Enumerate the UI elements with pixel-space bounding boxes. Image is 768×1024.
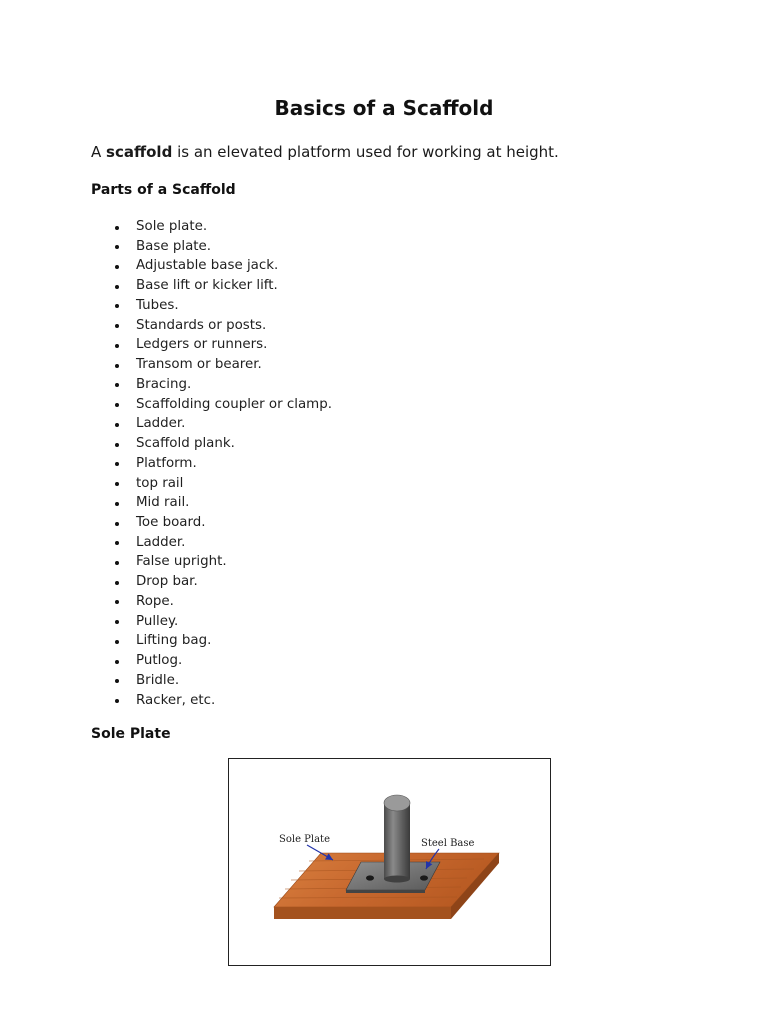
parts-list-item: Platform. [109,454,332,474]
parts-heading: Parts of a Scaffold [91,182,236,198]
parts-list-item: Mid rail. [109,493,332,513]
intro-suffix: is an elevated platform used for working at height. [172,143,559,161]
label-steel-base: Steel Base [421,838,475,849]
intro-paragraph [91,143,559,161]
parts-list-item: Putlog. [109,651,332,671]
label-sole-plate: Sole Plate [279,834,330,845]
parts-list-item: False upright. [109,552,332,572]
parts-list-item: Base lift or kicker lift. [109,276,332,296]
parts-list-item: Sole plate. [109,217,332,237]
parts-list-item: Ladder. [109,533,332,553]
scaffold-tube [384,795,410,883]
parts-list-item: Ledgers or runners. [109,335,332,355]
parts-list-item: Adjustable base jack. [109,256,332,276]
sole-plate-heading: Sole Plate [91,726,171,742]
page-title: Basics of a Scaffold [274,96,494,120]
parts-list-item: top rail [109,474,332,494]
parts-list-item: Lifting bag. [109,631,332,651]
intro-bold-term: scaffold [106,143,173,161]
parts-list-item: Toe board. [109,513,332,533]
parts-list-item: Bracing. [109,375,332,395]
intro-prefix: A [91,143,107,161]
parts-list-item: Ladder. [109,414,332,434]
parts-list-item: Standards or posts. [109,316,332,336]
parts-list-item: Tubes. [109,296,332,316]
parts-list-item: Transom or bearer. [109,355,332,375]
sole-plate-figure [228,758,551,966]
parts-list-item: Bridle. [109,671,332,691]
parts-list-item: Racker, etc. [109,691,332,711]
parts-list [109,217,332,710]
parts-list-item: Scaffold plank. [109,434,332,454]
sole-plate-illustration [229,759,550,965]
parts-list-item: Rope. [109,592,332,612]
parts-list-item: Pulley. [109,612,332,632]
parts-list-item: Base plate. [109,237,332,257]
parts-list-item: Scaffolding coupler or clamp. [109,395,332,415]
parts-list-item: Drop bar. [109,572,332,592]
